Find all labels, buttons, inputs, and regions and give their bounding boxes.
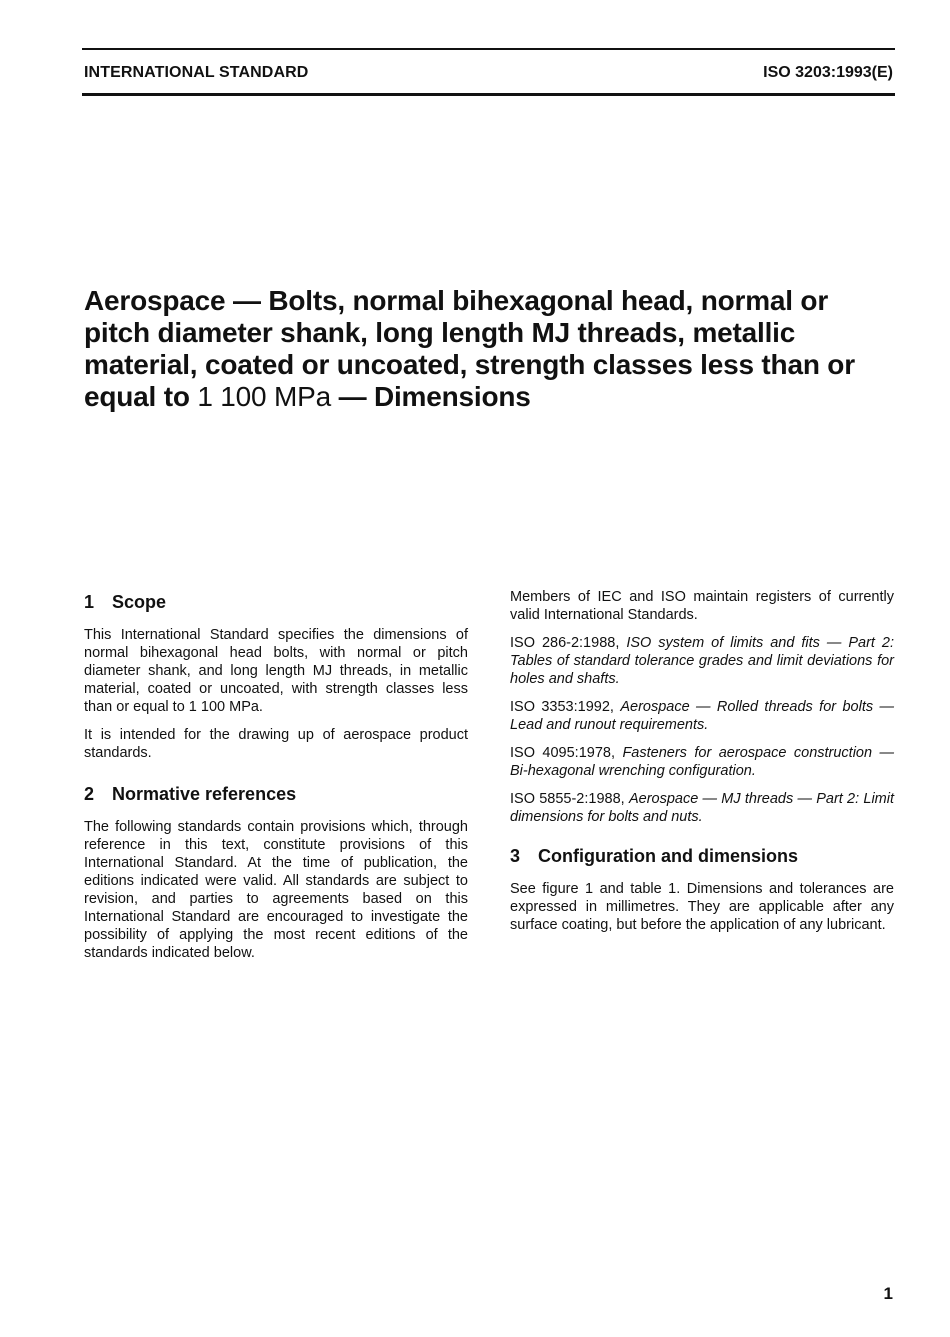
- normative-paragraph-1: The following standards contain provisions which, through reference in this text, constitute provisions of this International Standard. At the time of publication, the editions indicated were valid. All standards are subject to revision, and parties to agreements based on this International Standard are encouraged to investigate the possibility of applying the most recent editions of the standards indicated below.: [84, 819, 468, 961]
- scope-number: 1: [84, 592, 95, 612]
- normative-paragraph-2: Members of IEC and ISO maintain registers of currently valid International Standards.: [510, 589, 894, 623]
- reference-item: [510, 698, 894, 734]
- reference-title: ISO system of limits and fits — Part 2: Tables of standard tolerance grades and limit deviations for holes and shafts.: [510, 635, 894, 687]
- document-title: [84, 285, 884, 413]
- page-number: 1: [883, 1284, 893, 1303]
- reference-item: [510, 744, 894, 780]
- normative-heading: [84, 783, 468, 805]
- normative-number: 2: [84, 784, 95, 804]
- scope-paragraph-1: This International Standard specifies the dimensions of normal bihexagonal head bolts, with normal or pitch diameter shank, and long length MJ threads, in metallic material, coated or uncoated, with strength classes less than or equal to 1 100 MPa.: [84, 627, 468, 715]
- reference-code: ISO 3353:1992,: [510, 699, 614, 715]
- reference-title: Aerospace — Rolled threads for bolts — Lead and runout requirements.: [510, 699, 894, 733]
- reference-title: Aerospace — MJ threads — Part 2: Limit dimensions for bolts and nuts.: [510, 791, 894, 825]
- title-end: — Dimensions: [338, 381, 531, 412]
- config-title: Configuration and dimensions: [538, 846, 798, 866]
- reference-code: ISO 286-2:1988,: [510, 635, 620, 651]
- reference-title: Fasteners for aerospace construction — Bi-hexagonal wrenching configuration.: [510, 745, 895, 779]
- normative-title: Normative references: [112, 784, 297, 804]
- standard-number: ISO 3203:1993(E): [763, 64, 893, 81]
- header-top-rule: [82, 48, 895, 50]
- right-column: [510, 588, 894, 934]
- document-type-label: INTERNATIONAL STANDARD: [84, 64, 309, 81]
- config-paragraph-1: See figure 1 and table 1. Dimensions and tolerances are expressed in millimetres. They are applicable after any surface coating, but before the application of any lubricant.: [510, 881, 894, 933]
- config-number: 3: [510, 846, 521, 866]
- reference-code: ISO 5855-2:1988,: [510, 791, 625, 807]
- left-column: [84, 591, 468, 962]
- title-strength-value: 1 100 MPa: [197, 381, 331, 412]
- title-main: Aerospace — Bolts, normal bihexagonal head, normal or pitch diameter shank, long length MJ threads, metallic material, coated or uncoated, strength classes less than or equal to: [84, 285, 855, 412]
- reference-item: [510, 634, 894, 688]
- scope-title: Scope: [112, 592, 167, 612]
- reference-item: [510, 790, 894, 826]
- scope-paragraph-2: It is intended for the drawing up of aerospace product standards.: [84, 727, 468, 761]
- scope-heading: [84, 591, 468, 613]
- reference-code: ISO 4095:1978,: [510, 745, 615, 761]
- config-heading: [510, 845, 894, 867]
- header-bottom-rule: [82, 93, 895, 96]
